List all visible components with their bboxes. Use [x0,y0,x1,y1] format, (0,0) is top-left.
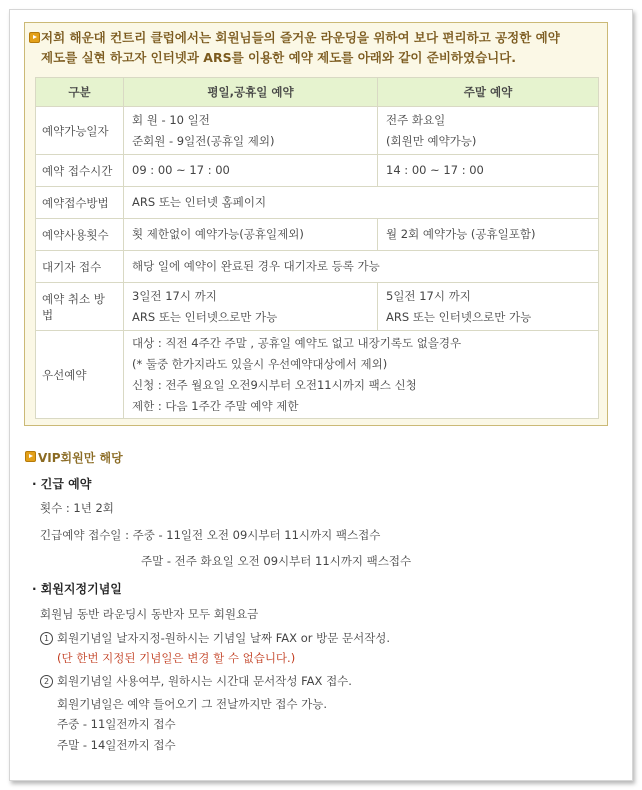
anniversary-weekend: 주말 - 14일전까지 접수 [57,738,176,752]
row-label: 예약가능일자 [36,107,124,155]
cell-line: 전주 화요일 [386,112,446,127]
cell-line: 회 원 - 10 일전 [132,112,210,127]
vip-section-title: VIP회원만 해당 [38,451,123,465]
table-row [36,331,599,419]
intro-text [41,28,601,68]
weekend-cell [378,283,599,331]
cell-line: ARS 또는 인터넷으로만 가능 [132,309,278,324]
intro-line-1: 저희 해운대 컨트리 클럽에서는 회원님들의 즐거운 라운딩을 위하여 보다 편리하고 공정한 예약 [41,30,560,45]
urgent-reservation-title: · 긴급 예약 [32,477,92,491]
arrow-bullet-icon [25,451,36,462]
intro-line-2: 제도를 실현 하고자 인터넷과 ARS를 이용한 예약 제도를 아래와 같이 준비하였습니다. [41,50,517,65]
cell-line: 대상 : 직전 4주간 주말 , 공휴일 예약도 없고 내장기록도 없을경우 [132,335,462,350]
row-label: 예약 접수시간 [36,155,124,187]
cell-line: 신청 : 전주 월요일 오전9시부터 오전11시까지 팩스 신청 [132,377,417,392]
table-row [36,187,599,219]
cell-line: (회원만 예약가능) [386,133,477,148]
row-label: 예약접수방법 [36,187,124,219]
weekend-cell [378,107,599,155]
circled-number-icon: 2 [40,675,53,688]
table-row [36,155,599,187]
anniversary-item-2 [40,673,352,689]
weekday-cell [124,107,378,155]
anniversary-title: · 회원지정기념일 [32,582,122,596]
item-text: 회원기념일 사용여부, 원하시는 시간대 문서작성 FAX 접수. [57,674,352,688]
cell-line: 제한 : 다음 1주간 주말 예약 제한 [132,398,299,413]
weekday-cell: 09 : 00 ~ 17 : 00 [124,155,378,187]
row-label: 예약사용횟수 [36,219,124,251]
anniversary-warning: (단 한번 지정된 기념일은 변경 할 수 없습니다.) [57,651,296,665]
merged-cell [124,331,599,419]
row-label: 대기자 접수 [36,251,124,283]
header-weekend: 주말 예약 [378,78,599,107]
cell-line: (* 둘중 한가지라도 있을시 우선예약대상에서 제외) [132,356,388,371]
row-label: 우선예약 [36,331,124,419]
urgent-weekday: 긴급예약 접수일 : 주중 - 11일전 오전 09시부터 11시까지 팩스접수 [40,528,381,542]
anniversary-weekday: 주중 - 11일전까지 접수 [57,717,176,731]
weekday-cell: 횟 제한없이 예약가능(공휴일제외) [124,219,378,251]
anniversary-item-2-desc: 회원기념일은 예약 들어오기 그 전날까지만 접수 가능. [57,697,327,711]
table-row [36,251,599,283]
row-label: 예약 취소 방법 [36,283,124,331]
merged-cell: ARS 또는 인터넷 홈페이지 [124,187,599,219]
anniversary-item-1 [40,630,390,646]
weekend-cell: 14 : 00 ~ 17 : 00 [378,155,599,187]
header-weekday: 평일,공휴일 예약 [124,78,378,107]
weekend-cell: 월 2회 예약가능 (공휴일포함) [378,219,599,251]
arrow-bullet-icon [29,32,40,43]
cell-line: 3일전 17시 까지 [132,288,217,303]
weekday-cell [124,283,378,331]
table-row [36,219,599,251]
reservation-table [35,77,599,419]
table-row [36,283,599,331]
circled-number-icon: 1 [40,632,53,645]
cell-line: 5일전 17시 까지 [386,288,471,303]
merged-cell: 해당 일에 예약이 완료된 경우 대기자로 등록 가능 [124,251,599,283]
item-text: 회원기념일 날자지정-원하시는 기념일 날짜 FAX or 방문 문서작성. [57,631,391,645]
cell-line: ARS 또는 인터넷으로만 가능 [386,309,532,324]
table-header-row [36,78,599,107]
header-category: 구분 [36,78,124,107]
reservation-notice-box [24,22,608,426]
urgent-count: 횟수 : 1년 2회 [40,501,114,515]
anniversary-desc: 회원님 동반 라운딩시 동반자 모두 회원요금 [40,607,259,621]
cell-line: 준회원 - 9일전(공휴일 제외) [132,133,275,148]
table-row [36,107,599,155]
urgent-weekend: 주말 - 전주 화요일 오전 09시부터 11시까지 팩스접수 [141,554,412,568]
